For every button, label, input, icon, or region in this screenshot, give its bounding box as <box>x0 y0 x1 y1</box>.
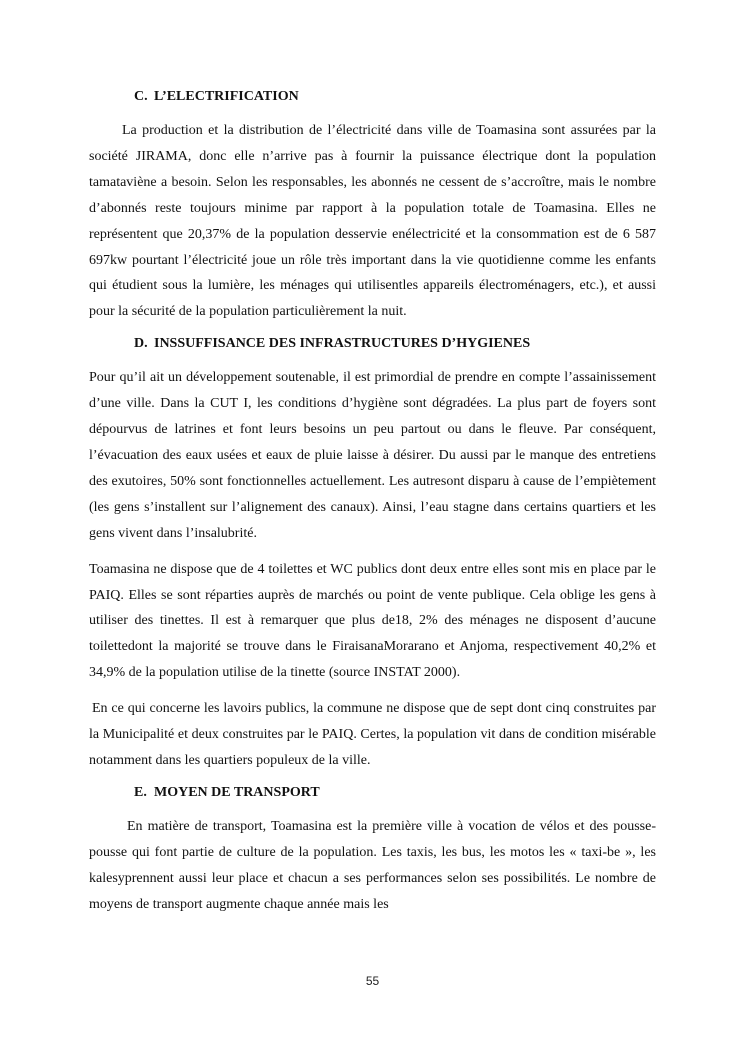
section-title: INSSUFFISANCE DES INFRASTRUCTURES D’HYGIENES <box>154 336 531 352</box>
page-number: 55 <box>365 974 380 988</box>
section-letter: D. <box>134 336 148 352</box>
section-heading-electrification <box>89 84 656 110</box>
paragraph-transport: En matière de transport, Toamasina est la première ville à vocation de vélos et des pousse-pousse qui font partie de culture de la population. Les taxis, les bus, les motos les « taxi-be », les kalesyprennent aussi leur place et chacun a ses performances selon ses possibilités. Le nombre de moyens de transport augmente chaque année mais les <box>89 818 656 912</box>
paragraph-electrification: La production et la distribution de l’électricité dans ville de Toamasina sont assurées par la société JIRAMA, donc elle n’arrive pas à fournir la puissance électrique dont la population tamataviène a besoin. Selon les responsables, les abonnés ne cessent de s’accroître, mais le nombre d’abonnés reste toujours minime par rapport à la population totale de Toamasina. Elles ne représentent que 20,37% de la population desservie enélectricité et la consommation est de 6 587 697kw pourtant l’électricité joue un rôle très important dans la vie quotidienne comme les enfants qui étudient sous la lumière, les ménages qui utilisentles appareils électroménagers, etc.), et aussi pour la sécurité de la population particulièrement la nuit. <box>89 123 656 320</box>
paragraph-hygiene-2: Toamasina ne dispose que de 4 toilettes et WC publics dont deux entre elles sont mis en place par le PAIQ. Elles se sont réparties auprès de marchés ou point de vente publique. Cela oblige les gens à utiliser des tinettes. Il est à remarquer que plus de18, 2% des ménages ne disposent d’aucune toilettedont la majorité se trouve dans le FiraisanaMorarano et Anjoma, respectivement 40,2% et 34,9% de la population utilise de la tinette (source INSTAT 2000). <box>89 561 656 681</box>
section-letter: E. <box>134 784 147 800</box>
paragraph-hygiene-1: Pour qu’il ait un développement soutenable, il est primordial de prendre en compte l’assainissement d’une ville. Dans la CUT I, les conditions d’hygiène sont dégradées. La plus part de foyers sont dépourvus de latrines et font leurs besoins un peu partout ou dans le fleuve. Par conséquent, l’évacuation des eaux usées et eaux de pluie laisse à désirer. Du aussi par le manque des entretiens des exutoires, 50% sont fonctionnelles actuellement. Les autresont disparu à cause de l’empiètement (les gens s’installent sur l’alignement des canaux). Ainsi, l’eau stagne dans certains quartiers et les gens vivent dans l’insalubrité. <box>89 370 656 541</box>
paragraph-hygiene-3: En ce qui concerne les lavoirs publics, la commune ne dispose que de sept dont cinq construites par la Municipalité et deux construites par le PAIQ. Certes, la population vit dans de condition misérable notamment dans les quartiers populeux de la ville. <box>89 701 656 768</box>
section-title: L’ELECTRIFICATION <box>154 89 299 104</box>
document-page <box>89 84 656 917</box>
section-title: MOYEN DE TRANSPORT <box>154 784 320 800</box>
section-letter: C. <box>134 89 148 104</box>
section-heading-transport <box>89 780 656 806</box>
section-heading-hygiene <box>89 331 656 357</box>
